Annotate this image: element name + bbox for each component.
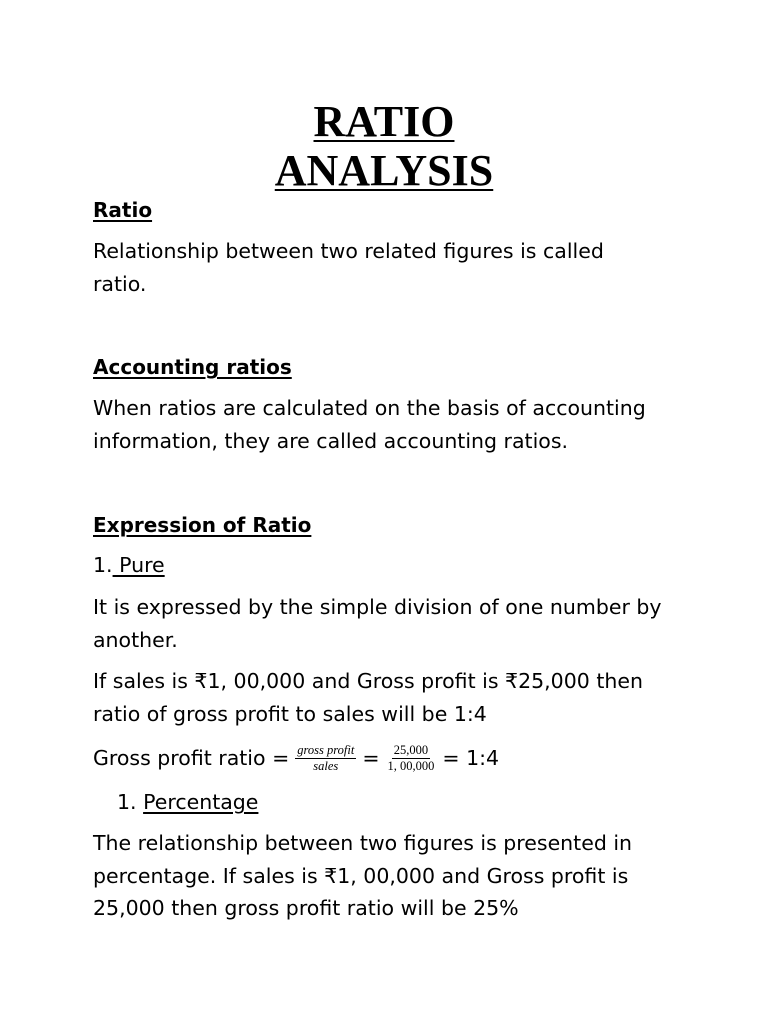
fraction-denominator: 1, 00,000: [387, 758, 435, 773]
list-item-percentage: [117, 786, 717, 819]
page-title-line1: RATIO: [313, 97, 455, 146]
list-number: 1.: [93, 553, 113, 577]
text-line: It is expressed by the simple division of one number by: [93, 595, 662, 619]
equals-sign: =: [362, 746, 380, 770]
list-item-pure: [93, 549, 693, 582]
text-line: The relationship between two figures is presented in: [93, 831, 633, 855]
list-label-percentage: Percentage: [143, 790, 259, 814]
heading-ratio: Ratio: [93, 198, 153, 222]
list-label-pure: Pure: [112, 553, 165, 577]
text-line: ratio of gross profit to sales will be 1:4: [93, 701, 487, 726]
paragraph-ratio-definition: [93, 235, 693, 300]
paragraph-percentage-description: [93, 827, 693, 925]
paragraph-pure-example: [93, 665, 693, 730]
paragraph-pure-description: [93, 591, 693, 656]
fraction-numerator: 25,000: [393, 742, 429, 757]
text-line: percentage. If sales is ₹1, 00,000 and Gross profit is: [93, 863, 629, 888]
text-line: When ratios are calculated on the basis of accounting: [93, 396, 646, 420]
paragraph-accounting-ratios: [93, 392, 693, 457]
text-line: If sales is ₹1, 00,000 and Gross profit is ₹25,000 then: [93, 669, 643, 693]
formula-prefix: Gross profit ratio =: [93, 746, 290, 770]
page-title-line2: ANALYSIS: [274, 146, 494, 195]
gross-profit-formula: [93, 738, 499, 778]
fraction-numerator: gross profit: [297, 742, 355, 757]
text-line: information, they are called accounting ratios.: [93, 428, 569, 453]
formula-result: = 1:4: [442, 746, 500, 770]
text-line: ratio.: [93, 271, 147, 296]
fraction-denominator: sales: [313, 758, 339, 773]
fraction-gross-profit-over-sales: [295, 743, 356, 774]
text-line: Relationship between two related figures is called: [93, 239, 604, 263]
text-line: 25,000 then gross profit ratio will be 25%: [93, 896, 519, 920]
heading-accounting-ratios: Accounting ratios: [93, 355, 292, 379]
heading-expression-of-ratio: Expression of Ratio: [93, 513, 312, 537]
list-number: 1.: [117, 790, 137, 814]
text-line: another.: [93, 627, 178, 652]
fraction-values: [386, 743, 437, 774]
